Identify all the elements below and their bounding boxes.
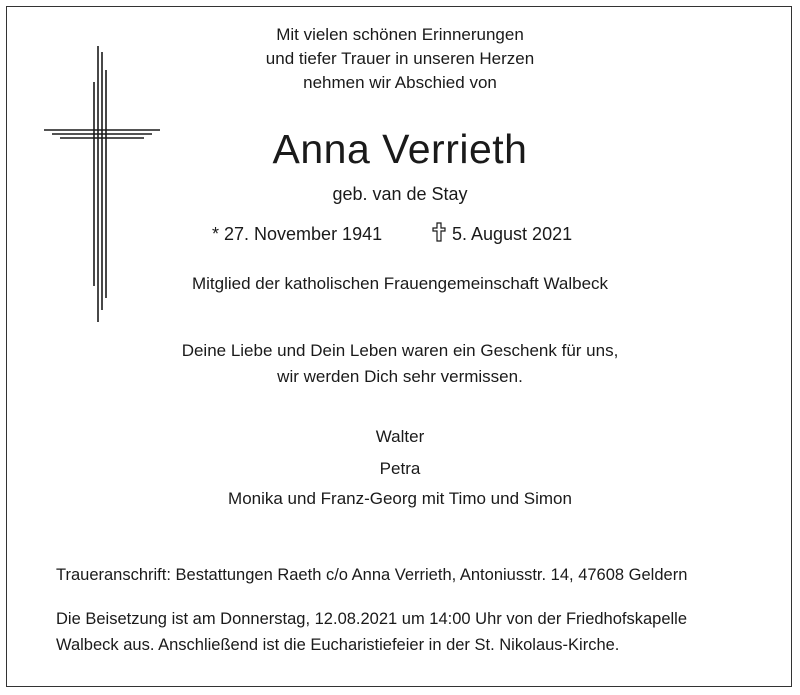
death-date-group <box>432 222 572 246</box>
membership-text: Mitglied der katholischen Frauengemeinschaft Walbeck <box>191 274 609 293</box>
quote-line-2: wir werden Dich sehr vermissen. <box>277 367 523 386</box>
intro-line-2-text: tiefer Trauer in unseren Herzen <box>298 49 535 68</box>
intro-line-3: nehmen wir Abschied von <box>303 73 497 92</box>
intro-line-1: Mit vielen schönen Erinnerungen <box>276 25 524 44</box>
death-cross-icon <box>432 222 446 242</box>
deceased-name: Anna Verrieth <box>272 126 528 172</box>
death-date: 5. August 2021 <box>452 224 573 244</box>
funeral-line-2: Walbeck aus. Anschließend ist die Eucharistiefeier in der St. Nikolaus-Kirche. <box>56 636 620 654</box>
quote-line-1: Deine Liebe und Dein Leben waren ein Geschenk für uns, <box>181 341 619 360</box>
intro-line-2 <box>0 48 800 70</box>
mourner-walter: Walter <box>375 427 425 446</box>
funeral-line-1: Die Beisetzung ist am Donnerstag, 12.08.2021 um 14:00 Uhr von der Friedhofskapelle <box>56 610 688 628</box>
birth-date: * 27. November 1941 <box>212 224 383 244</box>
intro-line-2-prefix: und <box>265 49 295 68</box>
mourner-petra: Petra <box>379 459 421 478</box>
address-text: Traueranschrift: Bestattungen Raeth c/o Anna Verrieth, Antoniusstr. 14, 47608 Geldern <box>56 566 688 584</box>
mourner-family: Monika und Franz-Georg mit Timo und Simon <box>228 489 572 508</box>
maiden-name: geb. van de Stay <box>332 184 468 204</box>
